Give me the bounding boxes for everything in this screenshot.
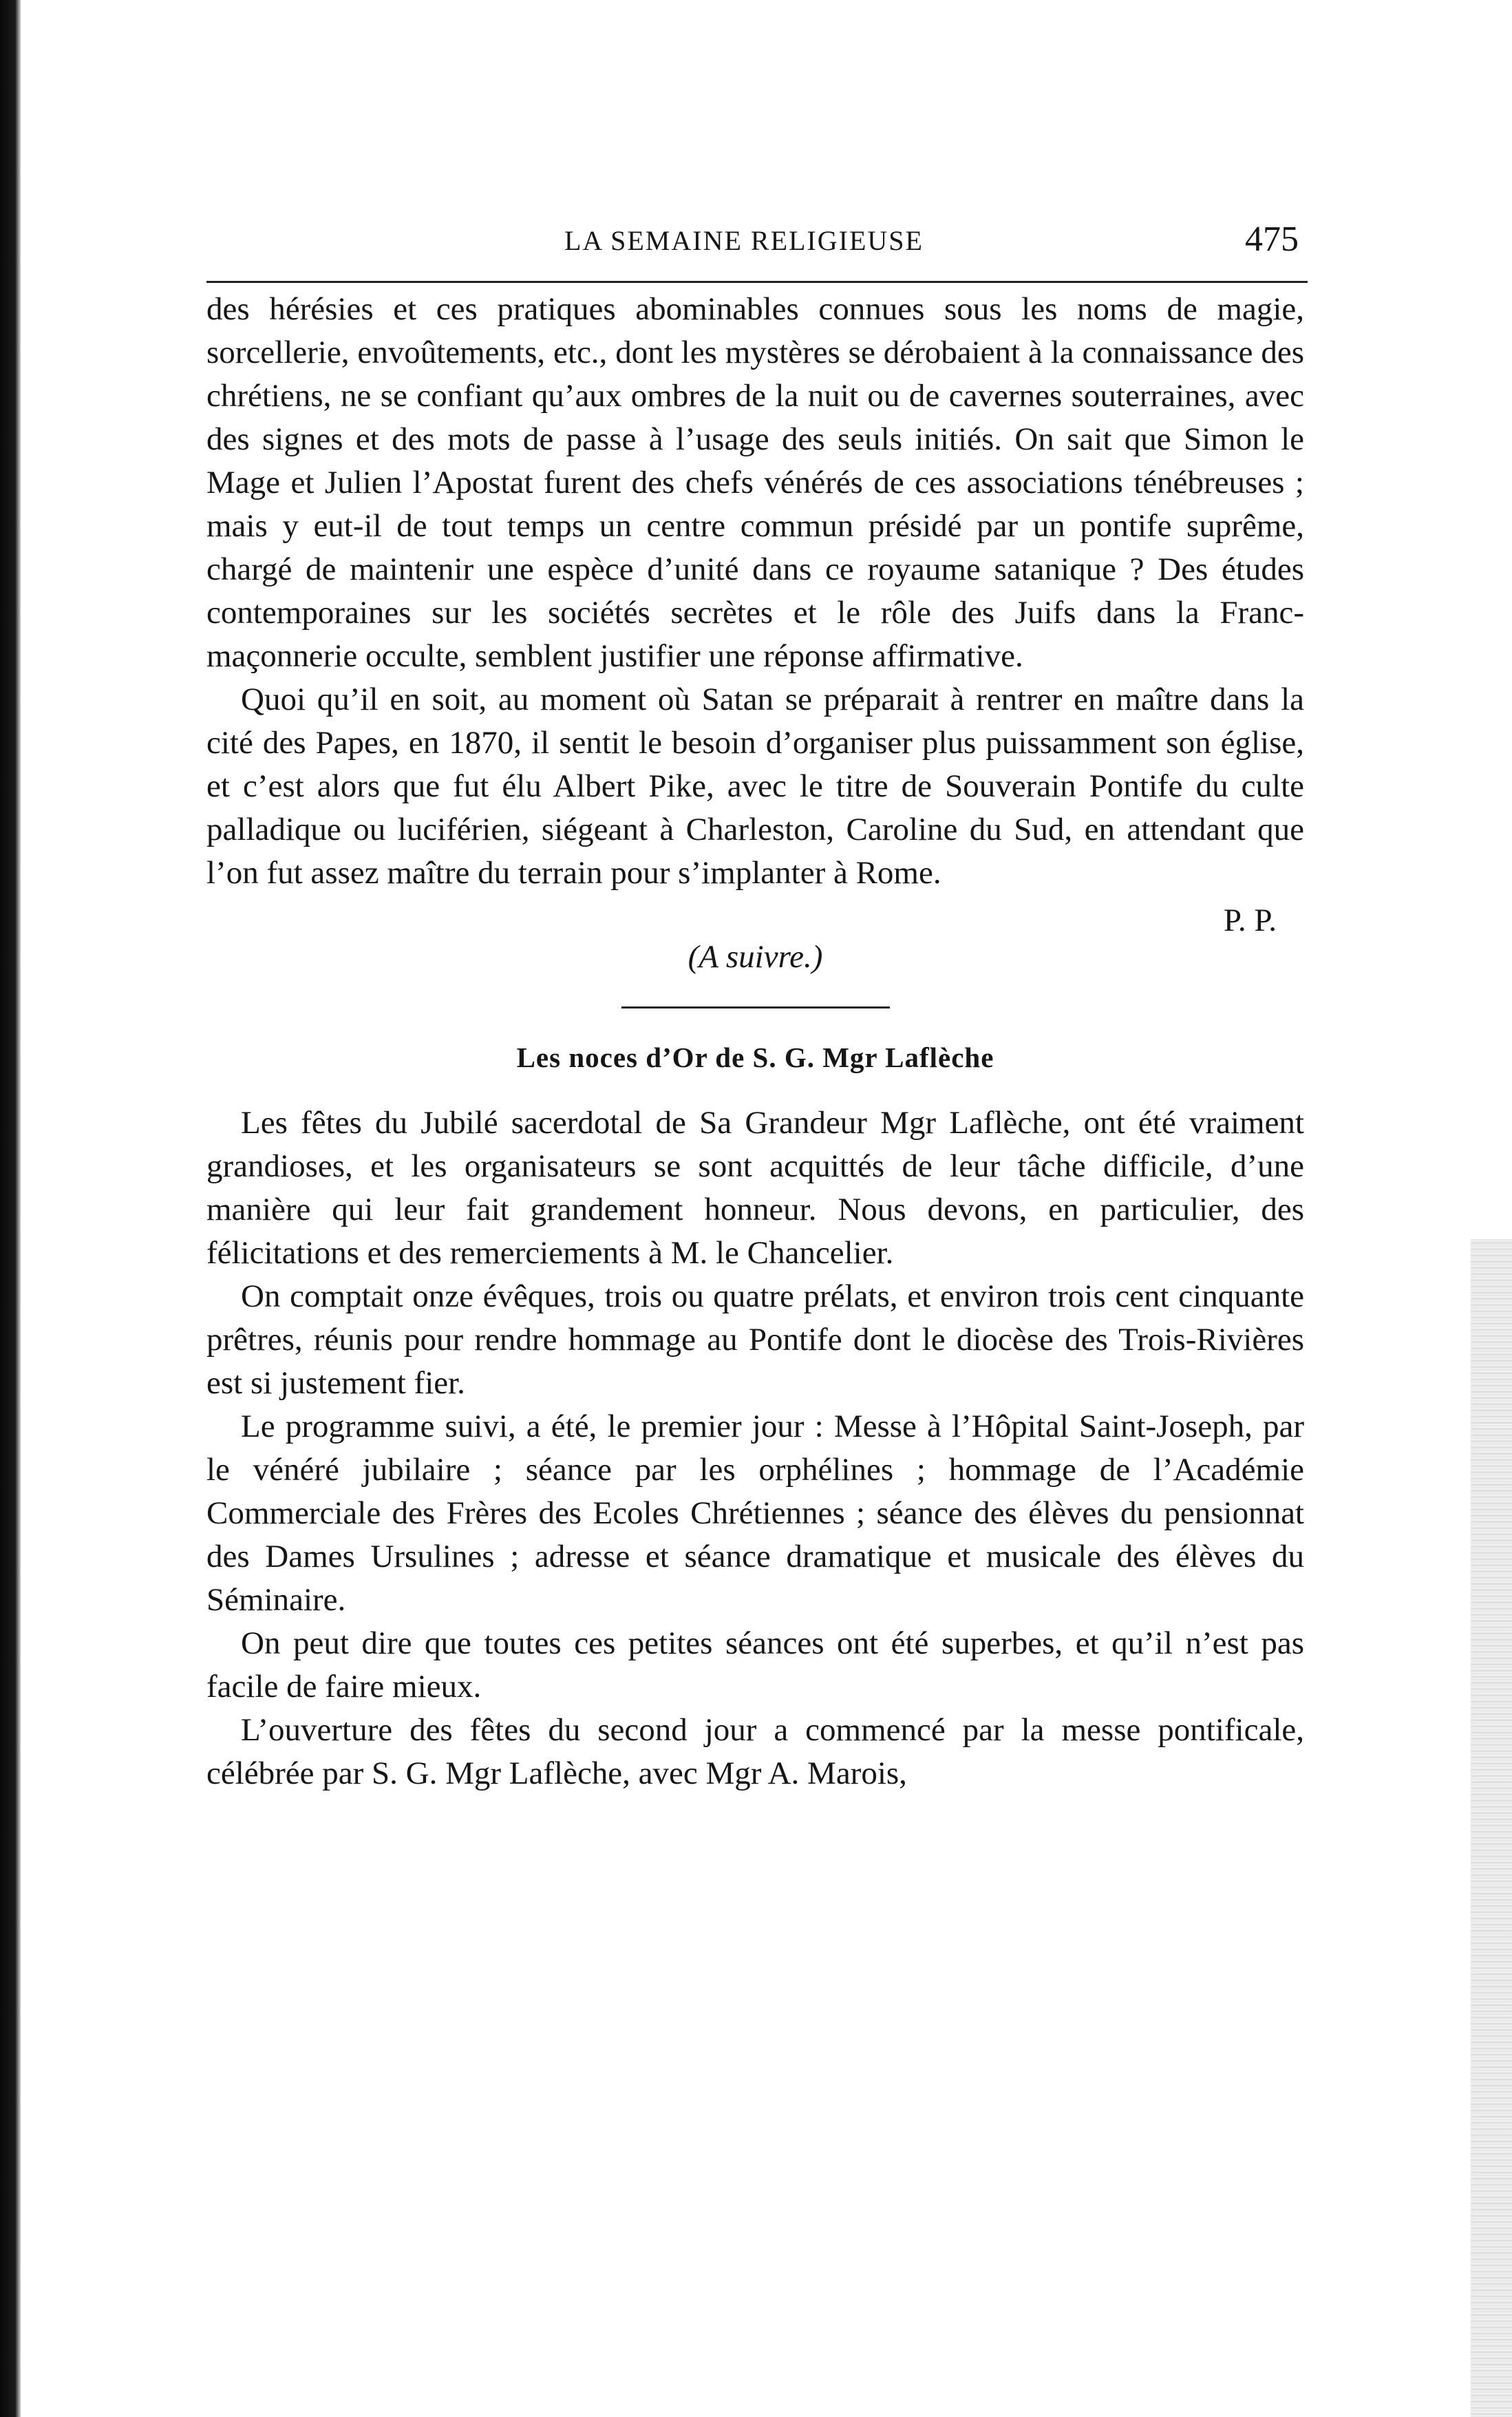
article2-paragraph-5: L’ouverture des fêtes du second jour a commencé par la messe pontificale, célébrée par S. G. Mgr Laflèche, avec Mgr A. Marois, xyxy=(206,1712,1304,1791)
section-title: Les noces d’Or de S. G. Mgr Laflèche xyxy=(516,1042,994,1073)
page-header xyxy=(206,219,1304,267)
header-rule xyxy=(206,281,1308,283)
body-text xyxy=(206,288,1304,1795)
running-title: LA SEMAINE RELIGIEUSE xyxy=(564,225,924,256)
scan-border-right xyxy=(1471,1239,1512,2417)
article2-paragraph-4: On peut dire que toutes ces petites séances ont été superbes, et qu’il n’est pas facile de faire mieux. xyxy=(206,1625,1304,1704)
author-signature: P. P. xyxy=(1223,903,1277,938)
article2-paragraph-3: Le programme suivi, a été, le premier jour : Messe à l’Hôpital Saint-Joseph, par le vénéré jubilaire ; séance par les orphélines ; hommage de l’Académie Commerciale des Frères des Ecoles Chrétiennes ; séance des élèves du pensionnat des Dames Ursulines ; adresse et séance dramatique et musicale des élèves du Séminaire. xyxy=(206,1408,1304,1618)
scan-border-left xyxy=(0,0,21,2417)
article2-paragraph-1: Les fêtes du Jubilé sacerdotal de Sa Grandeur Mgr Laflèche, ont été vraiment grandioses, et les organisateurs se sont acquittés de leur tâche difficile, d’une manière qui leur fait grandement honneur. Nous devons, en particulier, des félicitations et des remerciements à M. le Chancelier. xyxy=(206,1105,1304,1271)
to-be-continued-note: (A suivre.) xyxy=(688,939,823,975)
page-number: 475 xyxy=(1245,220,1299,259)
book-page xyxy=(206,0,1304,2417)
section-divider xyxy=(621,1006,890,1009)
article1-paragraph-1: des hérésies et ces pratiques abominables connues sous les noms de magie, sorcellerie, envoûtements, etc., dont les mystères se dérobaient à la connaissance des chrétiens, ne se confiant qu’aux ombres de la nuit ou de cavernes souterraines, avec des signes et des mots de passe à l’usage des seuls initiés. On sait que Simon le Mage et Julien l’Apostat furent des chefs vénérés de ces associations ténébreuses ; mais y eut-il de tout temps un centre commun présidé par un pontife suprême, chargé de maintenir une espèce d’unité dans ce royaume satanique ? Des études contemporaines sur les sociétés secrètes et le rôle des Juifs dans la Franc-maçonnerie occulte, semblent justifier une réponse affirmative. xyxy=(206,291,1304,674)
article1-paragraph-2: Quoi qu’il en soit, au moment où Satan se préparait à rentrer en maître dans la cité des Papes, en 1870, il sentit le besoin d’organiser plus puissamment son église, et c’est alors que fut élu Albert Pike, avec le titre de Souverain Pontife du culte palladique ou luciférien, siégeant à Charleston, Caroline du Sud, en attendant que l’on fut assez maître du terrain pour s’implanter à Rome. xyxy=(206,682,1304,891)
article2-paragraph-2: On comptait onze évêques, trois ou quatre prélats, et environ trois cent cinquante prêtres, réunis pour rendre hommage au Pontife dont le diocèse des Trois-Rivières est si justement fier. xyxy=(206,1278,1304,1401)
